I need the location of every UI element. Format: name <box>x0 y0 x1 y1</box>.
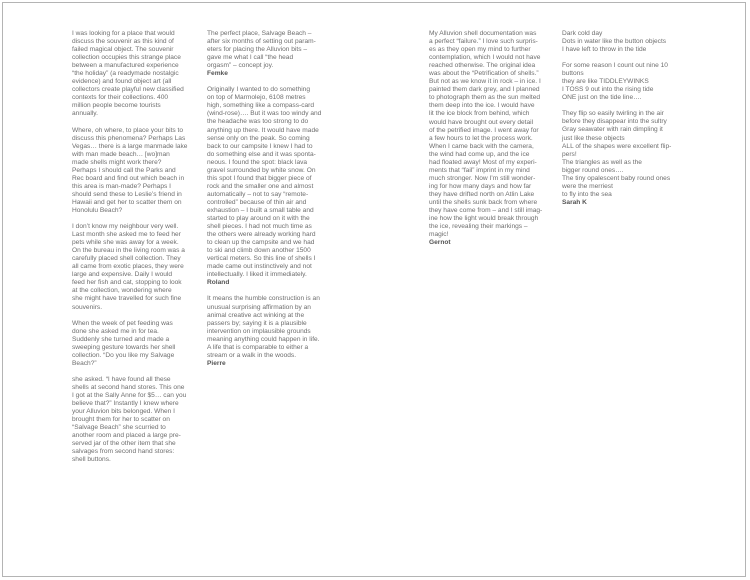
author-signature: Roland <box>207 279 230 287</box>
author-signature: Sarah K <box>562 198 587 206</box>
paragraph: When the week of pet feeding was done she asked me in for tea. Suddenly she turned and made a sweeping gesture towards her shell collection. “Do you like my Salvage Beach?” <box>72 319 176 367</box>
page-frame <box>2 2 746 577</box>
paragraph: I don’t know my neighbour very well. Last month she asked me to feed her pets while she was away for a week. On the bureau in the living room was a carefully placed shell collection. They all came from exotic places, they were large and expensive. Daily I would feed her fish and cat, stopping to look at the collection, wondering where she might have travelled for such fine souvenirs. <box>72 223 185 311</box>
paragraph: she asked. “I have found all these shells at second hand stores. This one I got at the Sally Anne for $5… can you believe that?” Instantly I knew where your Alluvion bits belonged. When I brought them for her to scatter on “Salvage Beach” she scurried to another room and placed a large pre- served jar of the other item that she salvages from second hand stores: shell buttons. <box>72 375 187 464</box>
paragraph: I was looking for a place that would discuss the souvenir as this kind of failed magical object. The souvenir collection occupies this strange place between a manufactured experience “the holiday” (a readymade nostalgic evidence) and found object art (all collectors create playful new classified contexts for their collections. 400 million people become tourists annually. <box>72 30 184 118</box>
paragraph: The perfect place, Salvage Beach – after six months of setting out param- eters for placing the Alluvion bits – gave me what I call “the head orgasm” – concept joy. <box>207 30 316 70</box>
paragraph: My Alluvion shell documentation was a perfect “failure.” I love such surpris- es as they open my mind to further contemplation, which I would not have reached otherwise. The original idea was about the “Petrification of shells.” But not as we know it in rock – in ice. I painted them dark grey, and I planned to photograph them as the sun melted them deep into the ice. I would have lit the ice block from behind, which would have brought out every detail of the petrified image. I went away for a few hours to let the process work. When I came back with the camera, the wind had come up, and the ice had floated away! Most of my experi- ments that “fail” imprint in my mind much stronger. Now I’m still wonder- ing for how many days and how far they have drifted north on Atlin Lake until the shells sunk back from where they have come from – and I still imag- ine how the light would break through the ice, revealing their markings – magic! <box>429 30 543 239</box>
paragraph: It means the humble construction is an unusual surprising affirmation by an animal creative act winking at the passers by; saying it is a plausible intervention on implausible grounds meaning anything could happen in life. A life that is comparable to either a stream or a walk in the woods. <box>207 295 320 359</box>
paragraph: They flip so easily twirling in the air before they disappear into the sultry Gray seawater with rain dimpling it just like these objects ALL of the shapes were excellent flip- pers! The triangles as well as the bigger round ones…. The tiny opalescent baby round ones were the merriest to fly into the sea <box>562 110 672 198</box>
text-column-3 <box>429 30 553 255</box>
text-column-4 <box>562 30 695 215</box>
text-column-1 <box>72 30 198 472</box>
text-column-2 <box>207 30 334 376</box>
paragraph: For some reason I count out nine 10 buttons they are like TIDDLEYWINKS I TOSS 9 out into the rising tide ONE just on the tide line…. <box>562 62 668 102</box>
paragraph: Dark cold day Dots in water like the button objects I have left to throw in the tide <box>562 30 667 54</box>
paragraph: Originally I wanted to do something on top of Marmolejo, 6108 metres high, something like a compass-card (wind-rose)…. But it was too windy and the headache was too strong to do anything up there. It would have made sense only on the peak. So coming back to our campsite I knew I had to do something else and it was sponta- neous. I found the spot: black lava gravel surrounded by white snow. On this spot I found that bigger piece of rock and the smaller one and almost automatically – not to say “remote- controlled” because of thin air and exhaustion – I built a small table and started to play around on it with the shell pieces. I had not much time as the others were already working hard to clean up the campsite and we had to ski and climb down another 1500 vertical meters. So this line of shells I made came out instinctively and not intellectually. I liked it immediately. <box>207 86 322 279</box>
paragraph: Where, oh where, to place your bits to discuss this phenomena? Perhaps Las Vegas… there is a large manmade lake with man made beach… [wo]man made shells might work there? Perhaps I should call the Parks and Rec board and find out which beach in this area is man-made? Perhaps I should send these to Leslie’s friend in Hawaii and get her to scatter them on Honolulu Beach? <box>72 126 188 214</box>
author-signature: Femke <box>207 70 228 78</box>
author-signature: Gernot <box>429 239 451 247</box>
author-signature: Pierre <box>207 359 226 367</box>
